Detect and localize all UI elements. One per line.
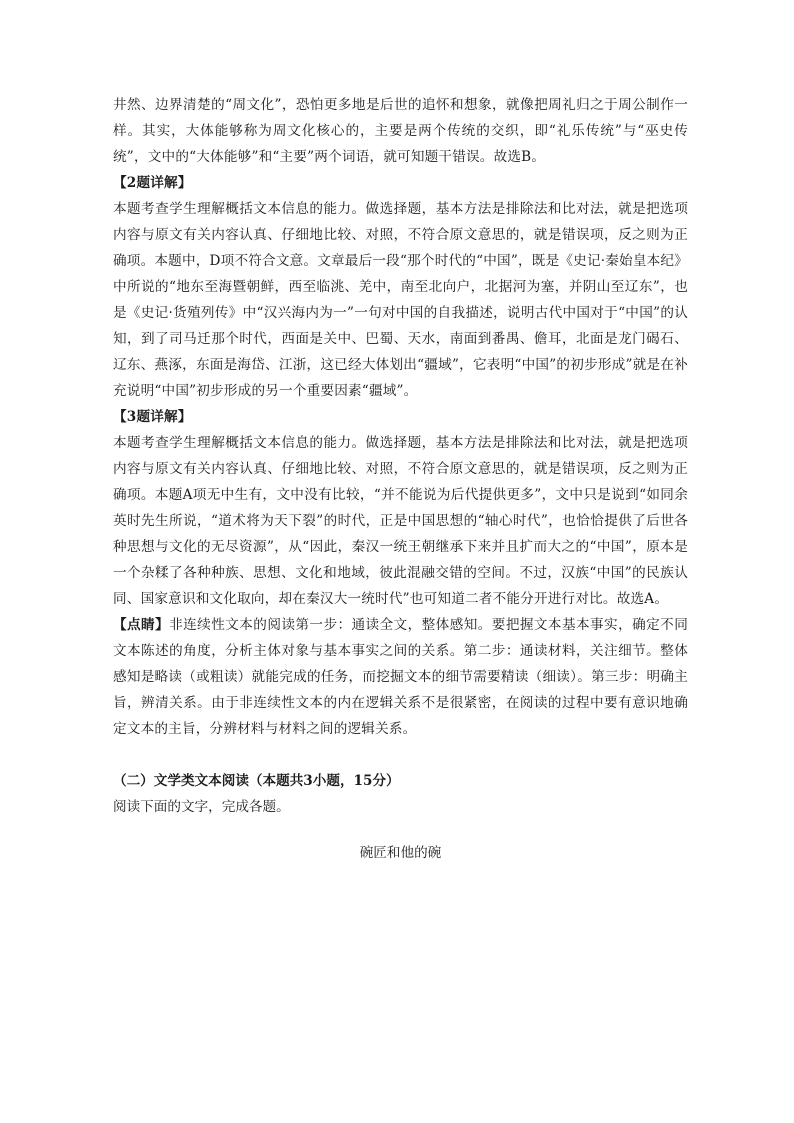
story-title: 碗匠和他的碗 [359, 845, 442, 861]
heading-q2: 【2题详解】 [113, 175, 192, 191]
paragraph-q2-explanation: 本题考查学生理解概括文本信息的能力。做选择题，基本方法是排除法和比对法，就是把选项内容与原文有关内容认真、仔细地比较、对照，不符合原文意思的，就是错误项，反之则为正确项。本题中，D项不符合文意。文章最后一段“那个时代的“中国”，既是《史记·秦始皇本纪》中所说的“地东至海暨朝鲜，西至临洮、羌中，南至北向户，北据河为塞，并阴山至辽东”，也是《史记·货殖列传》中“汉兴海内为一”一句对中国的自我描述，说明古代中国对于“中国”的认知，到了司马迁那个时代，西面是关中、巴蜀、天水，南面到番禺、儋耳，北面是龙门碣石、辽东、燕涿，东面是海岱、江浙，这已经大体划出“疆域”，它表明“中国”的初步形成”就是在补充说明“中国”初步形成的另一个重要因素“疆域”。 [113, 201, 689, 399]
tip-text: 非连续性文本的阅读第一步：通读全文，整体感知。要把握文本基本事实，确定不同文本陈述的角度，分析主体对象与基本事实之间的关系。第二步：通读材料，关注细节。整体感知是略读（或粗读）就能完成的任务，而挖掘文本的细节需要精读（细读）。第三步：明确主旨，辨清关系。由于非连续性文本的内在逻辑关系不是很紧密，在阅读的过程中要有意识地确定文本的主旨，分辨材料与材料之间的逻辑关系。 [113, 617, 688, 737]
reading-instruction: 阅读下面的文字，完成各题。 [113, 799, 290, 815]
document-page [113, 92, 688, 866]
paragraph-tip [113, 612, 688, 742]
tip-tag: 【点睛】 [113, 617, 170, 633]
section-title: （二）文学类文本阅读（本题共3小题，15分） [113, 773, 400, 789]
spacer [113, 742, 688, 768]
q3-text: 本题考查学生理解概括文本信息的能力。做选择题，基本方法是排除法和比对法，就是把选项内容与原文有关内容认真、仔细地比较、对照，不符合原文意思的，就是错误项，反之则为正确项。本题A项无中生有，文中没有比较，“并不能说为后代提供更多”，文中只是说到“如同余英时先生所说，“道术将为天下裂”的时代，正是中国思想的“轴心时代”，也恰恰提供了后世各种思想与文化的无尽资源”，从“因此，秦汉一统王朝继承下来并且扩而大之的“中国”，原本是一个杂糅了各种种族、思想、文化和地域，彼此混融交错的空间。不过，汉族“中国”的民族认同、国家意识和文化取向，却在秦汉大一统时代”也可知道二者不能分开进行对比。故选A。 [113, 435, 688, 607]
heading-q3: 【3题详解】 [113, 409, 192, 425]
paragraph-q3-explanation [113, 430, 688, 612]
paragraph-1: 井然、边界清楚的“周文化”，恐怕更多地是后世的追怀和想象，就像把周礼归之于周公制作一样。其实，大体能够称为周文化核心的，主要是两个传统的交织，即“礼乐传统”与“巫史传统”，文中的“大体能够”和“主要”两个词语，就可知题干错误。故选B。 [113, 97, 688, 165]
